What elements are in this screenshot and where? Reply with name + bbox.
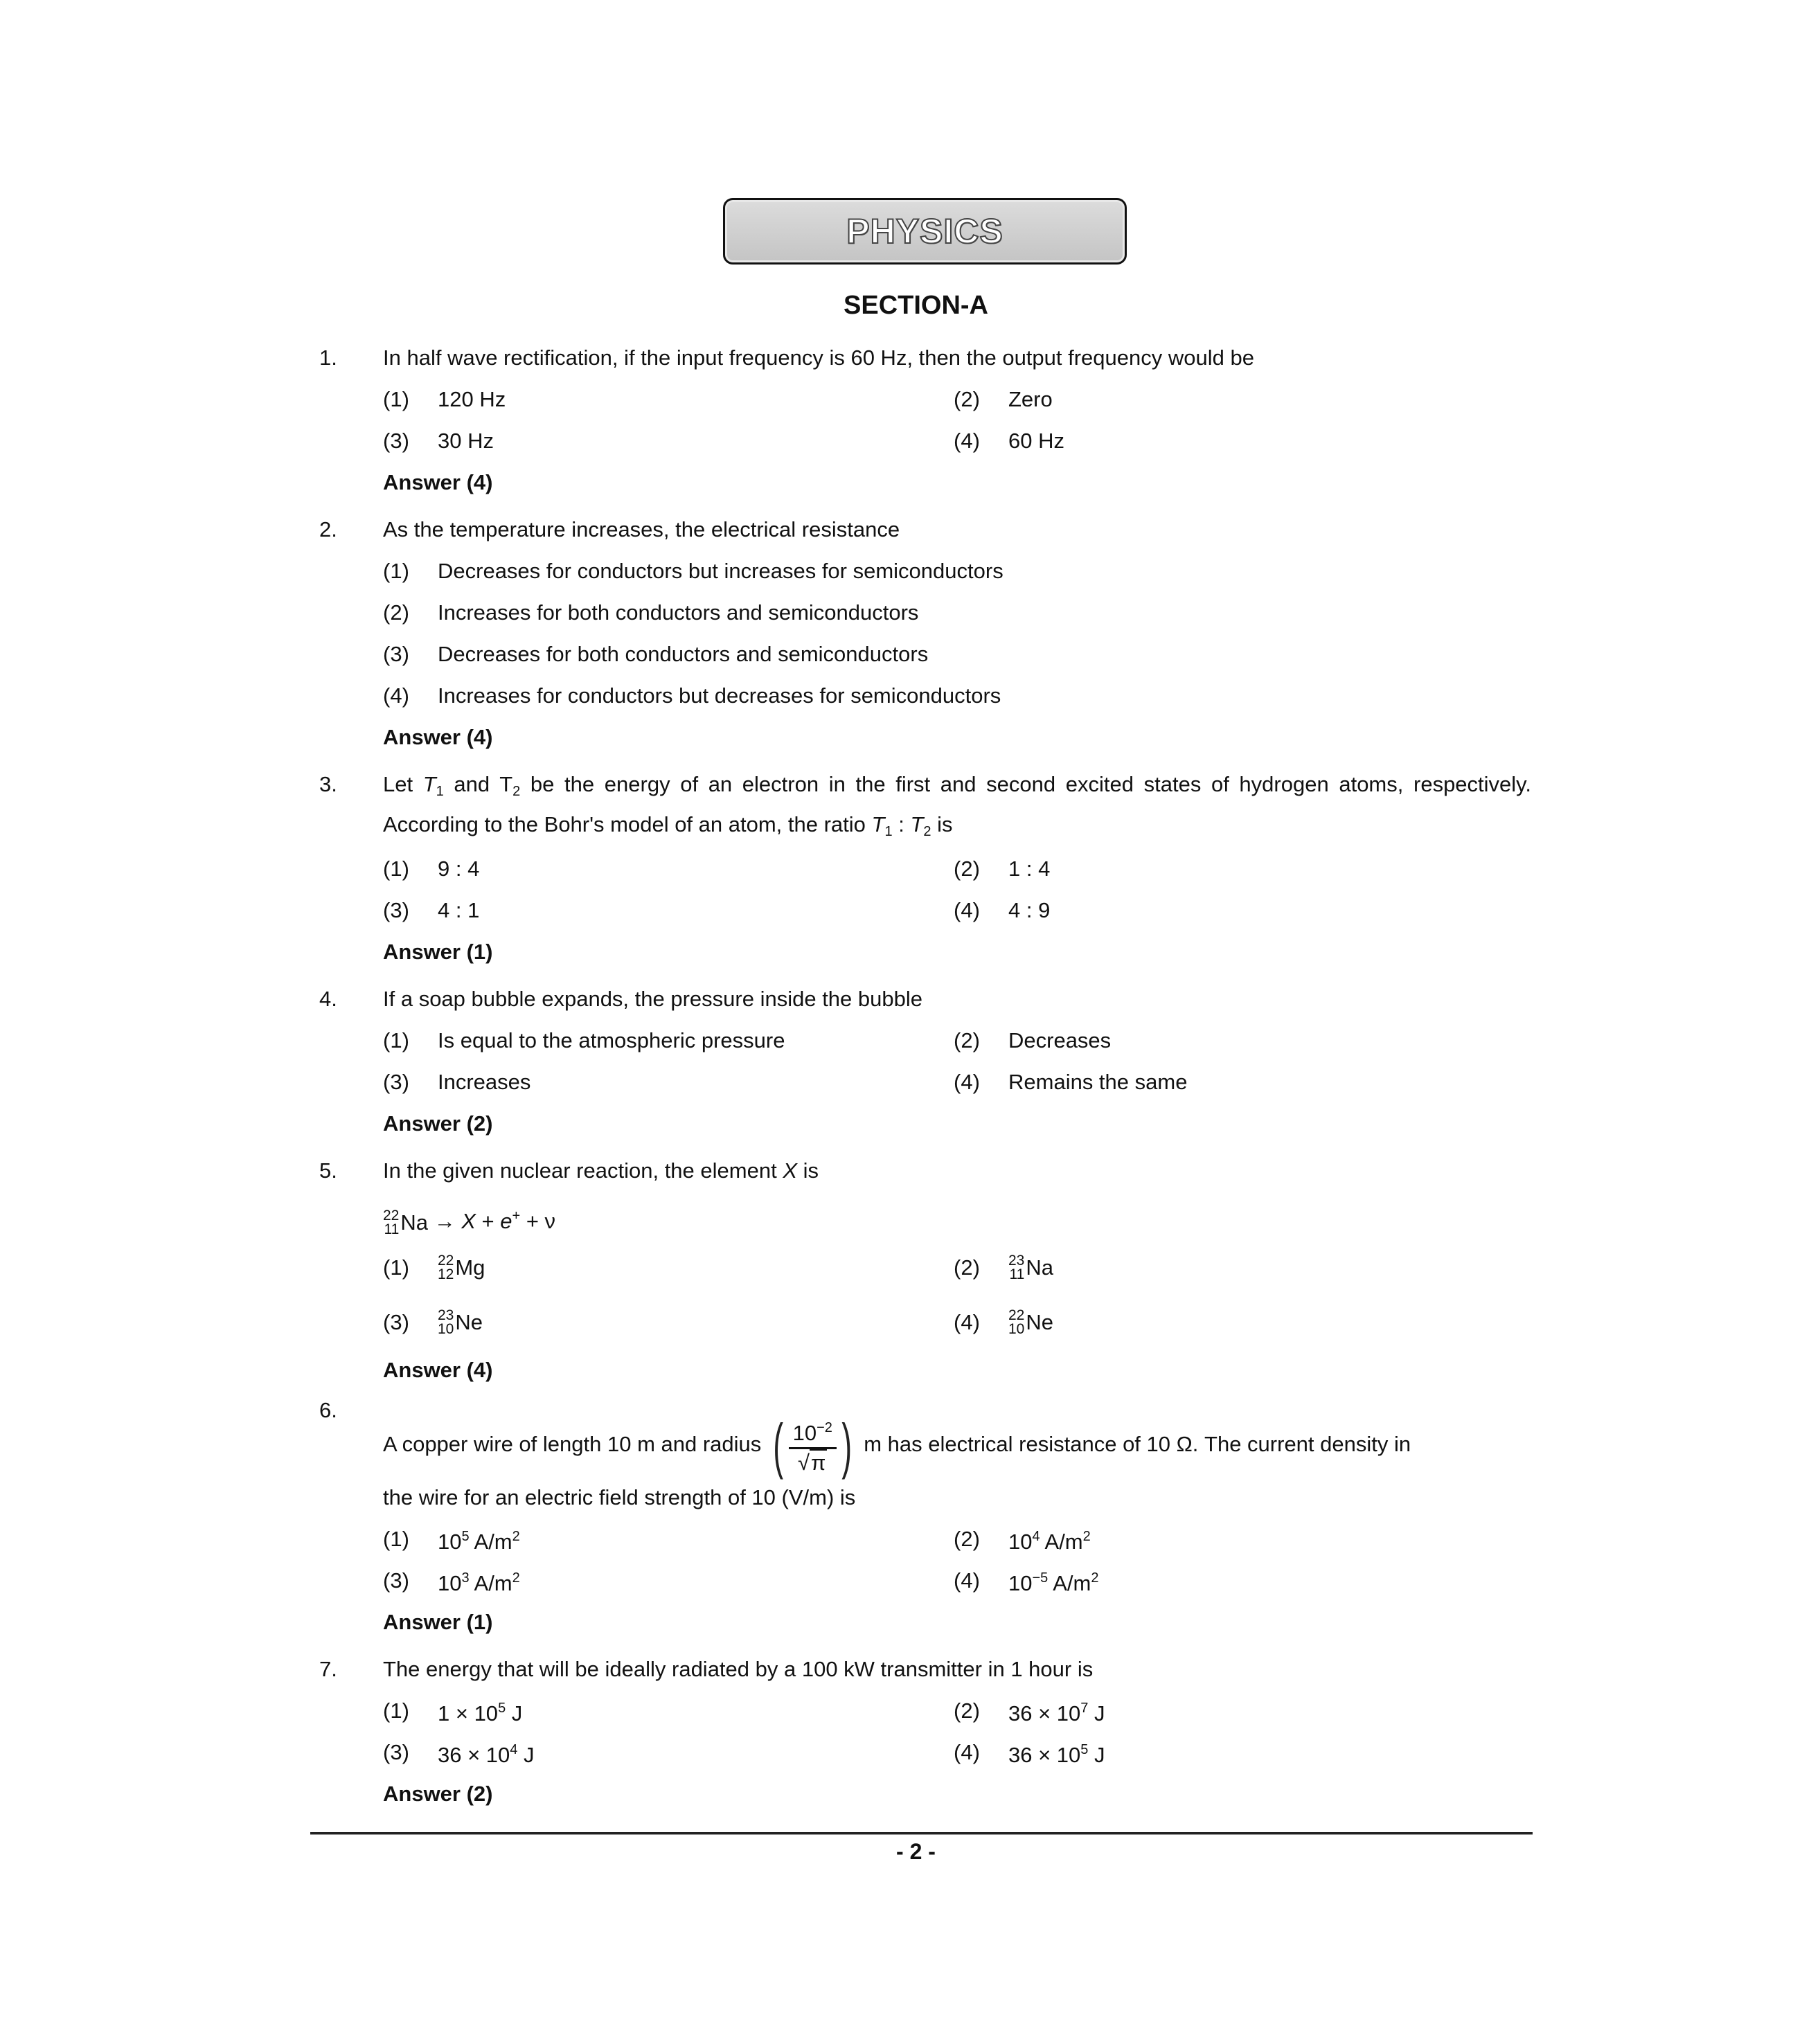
option-4[interactable]: [383, 675, 1531, 717]
text-run: Decreases for both conductors and semiconductors: [438, 642, 929, 666]
question-stem: [319, 1397, 1531, 1480]
option-text: [1008, 1246, 1053, 1289]
question-3: [319, 764, 1531, 973]
option-label: (1): [383, 387, 409, 411]
text-run: e: [500, 1209, 512, 1233]
mass-number: 22: [1008, 1307, 1025, 1324]
text-run: 10: [1008, 1530, 1033, 1554]
option-4[interactable]: [954, 1061, 1531, 1103]
question-number: 4.: [319, 987, 337, 1011]
nuclide: [1008, 1302, 1053, 1343]
text-run: A/m: [1040, 1530, 1083, 1554]
answer-key: Answer (4): [383, 1358, 493, 1382]
option-text: [438, 634, 928, 675]
option-text: [438, 675, 1001, 717]
text-run: Increases for both conductors and semiconductors: [438, 600, 919, 625]
nuclide: [438, 1302, 483, 1343]
nuclide-numbers: [383, 1209, 399, 1237]
text-run: 2: [1082, 1529, 1091, 1545]
option-1[interactable]: [383, 1020, 954, 1061]
option-1[interactable]: [383, 1518, 954, 1560]
element-symbol: Ne: [455, 1310, 483, 1335]
text-run: J: [506, 1701, 523, 1726]
answer-key: Answer (2): [383, 1782, 493, 1807]
option-3[interactable]: [383, 1732, 954, 1773]
nuclide-numbers: [1008, 1254, 1024, 1282]
text-run: If a soap bubble expands, the pressure inside the bubble: [383, 987, 922, 1011]
text-run: m has electrical resistance of 10 Ω. The current density in: [864, 1432, 1411, 1456]
question-number: 7.: [319, 1657, 337, 1682]
option-text: [1008, 379, 1053, 420]
text-run: 10: [1008, 1571, 1033, 1596]
text-run: A/m: [469, 1530, 512, 1554]
question-text: [383, 337, 1531, 379]
option-2[interactable]: [954, 1518, 1531, 1560]
text-run: T: [910, 812, 924, 836]
option-label: (1): [383, 1028, 409, 1052]
text-run: :: [892, 812, 911, 836]
text-run: The energy that will be ideally radiated by a 100 kW transmitter in 1 hour is: [383, 1657, 1094, 1682]
option-text: [1008, 1729, 1105, 1776]
atomic-number: 10: [1008, 1321, 1025, 1338]
text-run: 4 : 9: [1008, 898, 1051, 922]
option-text: [438, 1729, 535, 1776]
text-run: 1: [884, 824, 893, 839]
option-label: (4): [383, 683, 409, 708]
option-text: [1008, 848, 1050, 890]
option-text: [438, 1301, 483, 1344]
option-text: [1008, 1516, 1091, 1563]
option-text: [438, 1557, 520, 1604]
option-2[interactable]: [383, 592, 1531, 634]
question-number: 6.: [319, 1398, 337, 1422]
radius-fraction: [768, 1410, 857, 1480]
option-label: (4): [954, 1740, 980, 1765]
denominator: [798, 1449, 827, 1477]
question-6: [319, 1397, 1531, 1643]
mass-number: 22: [438, 1253, 454, 1269]
text-run: Remains the same: [1008, 1070, 1188, 1094]
option-text: [1008, 1020, 1111, 1061]
option-2[interactable]: [954, 379, 1531, 420]
option-label: (4): [954, 1568, 980, 1593]
option-4[interactable]: [954, 1560, 1531, 1602]
numerator-exponent: −2: [817, 1420, 832, 1436]
text-run: 2: [1091, 1570, 1099, 1586]
option-4[interactable]: [954, 890, 1531, 931]
text-run: be the energy of an electron in the first and second excited states of hydrogen atoms, respectively. According to the Bohr's model of an atom, the ratio: [383, 772, 1531, 836]
option-text: [1008, 1061, 1187, 1103]
question-stem: [319, 764, 1531, 848]
text-run: A copper wire of length 10 m and radius: [383, 1432, 762, 1456]
options: [319, 1240, 1531, 1350]
option-text: [438, 379, 506, 420]
text-run: 2: [512, 1529, 520, 1545]
option-1[interactable]: [383, 1240, 954, 1295]
option-3[interactable]: [383, 1295, 954, 1350]
question-stem: [319, 337, 1531, 379]
option-1[interactable]: [383, 550, 1531, 592]
text-run: the wire for an electric field strength of 10 (V/m) is: [383, 1485, 856, 1510]
nuclide: [438, 1247, 485, 1289]
text-run: Increases: [438, 1070, 531, 1094]
nuclide-numbers: [438, 1254, 454, 1282]
question-stem: [319, 1150, 1531, 1192]
option-label: (3): [383, 1309, 409, 1334]
option-label: (3): [383, 1568, 409, 1593]
mass-number: 22: [383, 1207, 400, 1223]
options: [319, 550, 1531, 717]
option-label: (3): [383, 1070, 409, 1094]
text-run: X: [461, 1209, 476, 1233]
sqrt-icon: √: [798, 1451, 810, 1476]
question-number: 3.: [319, 772, 337, 796]
answer-key: Answer (4): [383, 725, 493, 749]
question-5: [319, 1150, 1531, 1391]
numerator: [789, 1414, 837, 1449]
radicand: π: [811, 1451, 826, 1476]
text-run: 30 Hz: [438, 429, 494, 453]
text-run: 60 Hz: [1008, 429, 1064, 453]
text-run: 2: [512, 1570, 520, 1586]
nuclide: [1008, 1247, 1053, 1289]
option-4[interactable]: [954, 1732, 1531, 1773]
subject-banner: [723, 198, 1127, 265]
option-text: [438, 1020, 785, 1061]
right-paren: ): [841, 1410, 852, 1480]
option-1[interactable]: [383, 848, 954, 890]
option-text: [1008, 1301, 1053, 1344]
option-label: (4): [954, 429, 980, 453]
text-run: J: [1088, 1701, 1105, 1726]
question-4: [319, 978, 1531, 1145]
option-label: (3): [383, 429, 409, 453]
nuclide-numbers: [1008, 1309, 1024, 1336]
option-label: (2): [954, 857, 980, 881]
subject-title: PHYSICS: [846, 212, 1003, 251]
options: [319, 848, 1531, 931]
question-list: [319, 337, 1531, 1815]
options: [319, 1020, 1531, 1103]
question-stem: [319, 978, 1531, 1020]
option-label: (4): [954, 898, 980, 922]
option-label: (1): [383, 857, 409, 881]
option-3[interactable]: [383, 420, 954, 462]
text-run: J: [1088, 1743, 1105, 1768]
answer-key: Answer (1): [383, 1610, 493, 1635]
text-run: is: [931, 812, 953, 836]
text-run: A/m: [469, 1571, 512, 1596]
options: [319, 1518, 1531, 1602]
atomic-number: 11: [384, 1221, 400, 1237]
text-run: As the temperature increases, the electrical resistance: [383, 517, 900, 541]
text-run: 4 : 1: [438, 898, 480, 922]
text-run: 10: [438, 1571, 462, 1596]
element-symbol: Na: [400, 1210, 428, 1235]
question-text: [383, 978, 1531, 1020]
question-text: [383, 1649, 1531, 1690]
text-run: and T: [443, 772, 513, 796]
atomic-number: 12: [438, 1266, 454, 1283]
mass-number: 23: [1008, 1253, 1025, 1269]
nuclide-numbers: [438, 1309, 454, 1336]
option-3[interactable]: [383, 890, 954, 931]
text-run: Let: [383, 772, 423, 796]
text-run: 36 × 10: [1008, 1701, 1081, 1726]
option-text: [1008, 1557, 1098, 1604]
reaction-equation: [319, 1192, 1531, 1240]
element-symbol: Na: [1026, 1255, 1053, 1280]
option-text: [438, 550, 1003, 592]
text-run: T: [422, 772, 436, 796]
option-text: [438, 1516, 520, 1563]
question-number: 2.: [319, 517, 337, 541]
text-run: 4: [1032, 1529, 1040, 1545]
option-text: [438, 592, 918, 634]
answer-key: Answer (2): [383, 1111, 493, 1136]
option-4[interactable]: [954, 1295, 1531, 1350]
question-number: 5.: [319, 1158, 337, 1183]
text-run: 1: [436, 784, 444, 799]
option-3[interactable]: [383, 1560, 954, 1602]
text-run: is: [797, 1158, 819, 1183]
question-text: [383, 1150, 1531, 1192]
option-label: (3): [383, 642, 409, 666]
answer-key: Answer (1): [383, 940, 493, 964]
option-text: [1008, 420, 1064, 462]
question-text-continued: [319, 1477, 1531, 1518]
text-run: Is equal to the atmospheric pressure: [438, 1028, 785, 1052]
option-text: [438, 890, 479, 931]
page-number: - 2 -: [896, 1839, 936, 1864]
option-text: [438, 1246, 485, 1289]
atomic-number: 10: [438, 1321, 454, 1338]
option-text: [1008, 1687, 1105, 1734]
option-label: (1): [383, 1527, 409, 1552]
footer-divider: [310, 1832, 1533, 1834]
text-run: In half wave rectification, if the input frequency is 60 Hz, then the output frequency would be: [383, 346, 1254, 370]
option-text: [438, 1687, 522, 1734]
option-label: (1): [383, 559, 409, 583]
text-run: 7: [1080, 1701, 1089, 1716]
question-stem: [319, 1649, 1531, 1690]
option-2[interactable]: [954, 848, 1531, 890]
text-run: 1 × 10: [438, 1701, 499, 1726]
text-run: T: [871, 812, 885, 836]
option-label: (2): [954, 1698, 980, 1723]
question-2: [319, 509, 1531, 758]
text-run: + ν: [520, 1209, 556, 1233]
option-label: (2): [954, 1255, 980, 1280]
options: [319, 379, 1531, 462]
option-label: (2): [954, 387, 980, 411]
option-3[interactable]: [383, 1061, 954, 1103]
text-run: X: [783, 1158, 797, 1183]
question-number: 1.: [319, 346, 337, 370]
text-run: Increases for conductors but decreases for semiconductors: [438, 683, 1001, 708]
option-text: [438, 1061, 530, 1103]
text-run: +: [512, 1208, 521, 1223]
option-label: (4): [954, 1309, 980, 1334]
text-run: In the given nuclear reaction, the element: [383, 1158, 783, 1183]
options: [319, 1690, 1531, 1773]
option-1[interactable]: [383, 1690, 954, 1732]
option-2[interactable]: [954, 1240, 1531, 1295]
text-run: 120 Hz: [438, 387, 506, 411]
option-label: (2): [954, 1527, 980, 1552]
fraction: [789, 1414, 837, 1477]
text-run: Decreases: [1008, 1028, 1112, 1052]
numerator-base: 10: [792, 1421, 817, 1446]
text-run: J: [517, 1743, 535, 1768]
text-run: 36 × 10: [438, 1743, 510, 1768]
question-text: [383, 1397, 1531, 1480]
text-run: 2: [923, 824, 931, 839]
text-run: −5: [1032, 1570, 1049, 1586]
atomic-number: 11: [1009, 1266, 1025, 1283]
text-run: 5: [498, 1701, 506, 1716]
text-run: Decreases for conductors but increases for semiconductors: [438, 559, 1003, 583]
option-3[interactable]: [383, 634, 1531, 675]
question-text: [383, 764, 1531, 848]
text-run: 1 : 4: [1008, 857, 1051, 881]
text-run: 4: [510, 1742, 518, 1758]
text-run: 2: [512, 784, 521, 799]
text-run: 3: [461, 1570, 470, 1586]
option-4[interactable]: [954, 420, 1531, 462]
question-stem: [319, 509, 1531, 550]
element-symbol: Mg: [455, 1255, 485, 1280]
text-run: 10: [438, 1530, 462, 1554]
mass-number: 23: [438, 1307, 454, 1324]
text-run: A/m: [1048, 1571, 1091, 1596]
text-run: +: [475, 1209, 501, 1233]
text-run: 5: [461, 1529, 470, 1545]
element-symbol: Ne: [1026, 1310, 1053, 1335]
option-2[interactable]: [954, 1020, 1531, 1061]
option-text: [1008, 890, 1050, 931]
option-text: [438, 420, 494, 462]
option-2[interactable]: [954, 1690, 1531, 1732]
question-7: [319, 1649, 1531, 1815]
option-label: (3): [383, 898, 409, 922]
question-1: [319, 337, 1531, 503]
text-run: 9 : 4: [438, 857, 480, 881]
option-1[interactable]: [383, 379, 954, 420]
left-paren: (: [773, 1410, 784, 1480]
option-text: [438, 848, 479, 890]
answer-key: Answer (4): [383, 470, 493, 494]
option-label: (1): [383, 1255, 409, 1280]
option-label: (2): [954, 1028, 980, 1052]
option-label: (4): [954, 1070, 980, 1094]
option-label: (2): [383, 600, 409, 625]
text-run: 36 × 10: [1008, 1743, 1081, 1768]
option-label: (3): [383, 1740, 409, 1765]
text-run: 5: [1080, 1742, 1089, 1758]
option-label: (1): [383, 1698, 409, 1723]
section-heading: SECTION-A: [844, 291, 988, 320]
question-text: [383, 509, 1531, 550]
text-run: →: [428, 1209, 462, 1233]
text-run: Zero: [1008, 387, 1053, 411]
